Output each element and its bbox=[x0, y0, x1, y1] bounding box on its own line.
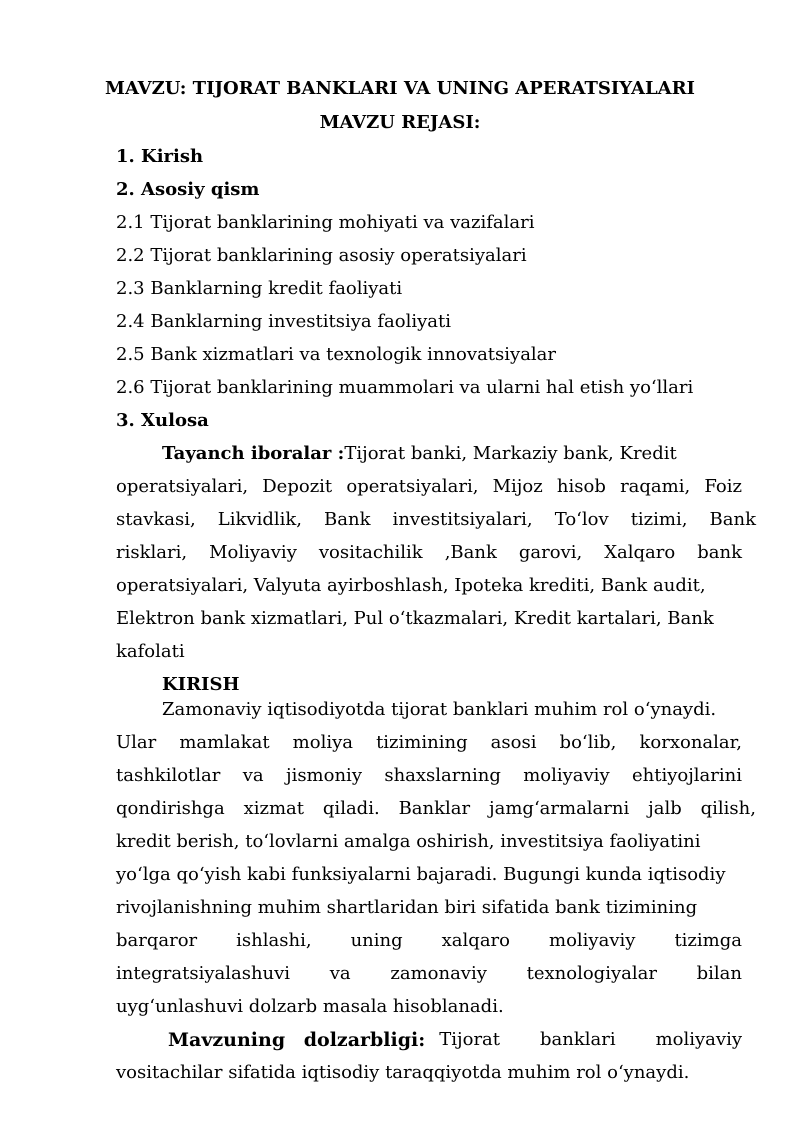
keywords-label: Tayanch iboralar : bbox=[162, 443, 345, 464]
plan-item: 2.5 Bank xizmatlari va texnologik innovatsiyalar bbox=[116, 344, 557, 365]
relevance-first-line bbox=[168, 1029, 742, 1051]
plan-item: 2.4 Banklarning investitsiya faoliyati bbox=[116, 311, 451, 332]
plan-heading: MAVZU REJASI: bbox=[319, 112, 481, 133]
intro-line: qondirishga xizmat qiladi. Banklar jamg‘armalarni jalb qilish, bbox=[116, 798, 756, 819]
keywords-text: Tijorat banki, Markaziy bank, Kredit bbox=[344, 443, 677, 464]
plan-item: 2.2 Tijorat banklarining asosiy operatsiyalari bbox=[116, 245, 527, 266]
intro-line: integratsiyalashuvi va zamonaviy texnologiyalar bilan bbox=[116, 963, 742, 984]
keywords-line: Elektron bank xizmatlari, Pul o‘tkazmalari, Kredit kartalari, Bank bbox=[116, 608, 714, 629]
keywords-line: operatsiyalari, Depozit operatsiyalari, Mijoz hisob raqami, Foiz bbox=[116, 476, 742, 497]
intro-line: Ular mamlakat moliya tizimining asosi bo‘lib, korxonalar, bbox=[116, 732, 742, 753]
document-title: MAVZU: TIJORAT BANKLARI VA UNING APERATSIYALARI bbox=[105, 78, 695, 99]
plan-item: 2. Asosiy qism bbox=[116, 179, 260, 200]
plan-item: 3. Xulosa bbox=[116, 410, 209, 431]
plan-item: 2.1 Tijorat banklarining mohiyati va vazifalari bbox=[116, 212, 535, 233]
intro-heading: KIRISH bbox=[162, 674, 240, 695]
relevance-label: Mavzuning dolzarbligi: bbox=[168, 1029, 426, 1051]
keywords-line: operatsiyalari, Valyuta ayirboshlash, Ipoteka krediti, Bank audit, bbox=[116, 575, 706, 596]
intro-line: barqaror ishlashi, uning xalqaro moliyaviy tizimga bbox=[116, 930, 742, 951]
plan-item: 2.6 Tijorat banklarining muammolari va ularni hal etish yo‘llari bbox=[116, 377, 694, 398]
plan-item: 1. Kirish bbox=[116, 146, 204, 167]
intro-line: uyg‘unlashuvi dolzarb masala hisoblanadi. bbox=[116, 996, 504, 1017]
keywords-first-line bbox=[162, 443, 742, 465]
plan-item: 2.3 Banklarning kredit faoliyati bbox=[116, 278, 403, 299]
intro-line: Zamonaviy iqtisodiyotda tijorat banklari muhim rol o‘ynaydi. bbox=[162, 699, 717, 720]
intro-line: yo‘lga qo‘yish kabi funksiyalarni bajaradi. Bugungi kunda iqtisodiy bbox=[116, 864, 726, 885]
intro-line: kredit berish, to‘lovlarni amalga oshirish, investitsiya faoliyatini bbox=[116, 831, 701, 852]
intro-line: rivojlanishning muhim shartlaridan biri sifatida bank tizimining bbox=[116, 897, 698, 918]
relevance-line: vositachilar sifatida iqtisodiy taraqqiyotda muhim rol o‘ynaydi. bbox=[116, 1062, 690, 1083]
keywords-line: stavkasi, Likvidlik, Bank investitsiyalari, To‘lov tizimi, Bank bbox=[116, 509, 756, 530]
intro-line: tashkilotlar va jismoniy shaxslarning moliyaviy ehtiyojlarini bbox=[116, 765, 742, 786]
keywords-line: kafolati bbox=[116, 641, 185, 662]
relevance-text: Tijorat banklari moliyaviy bbox=[439, 1029, 742, 1050]
keywords-line: risklari, Moliyaviy vositachilik ,Bank garovi, Xalqaro bank bbox=[116, 542, 742, 563]
